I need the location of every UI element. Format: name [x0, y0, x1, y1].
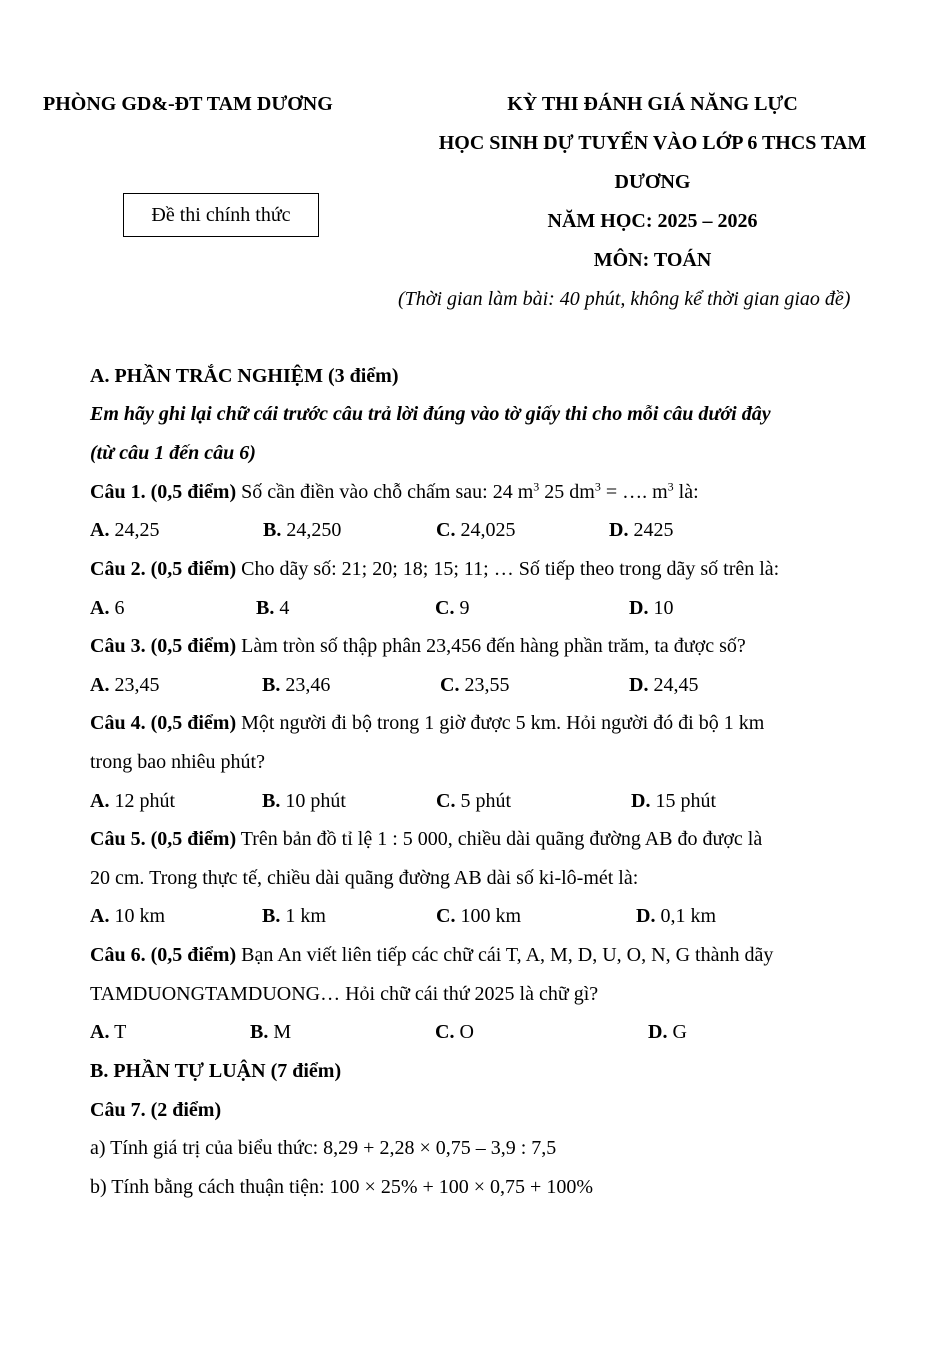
exam-subtitle: HỌC SINH DỰ TUYỂN VÀO LỚP 6 THCS TAM — [438, 132, 867, 154]
question-2: Câu 2. (0,5 điểm) Cho dãy số: 21; 20; 18; 15; 11; … Số tiếp theo trong dãy số trên là: — [90, 558, 780, 580]
q4-option-b: B. 10 phút — [262, 790, 346, 812]
official-label: Đề thi chính thức — [151, 203, 291, 226]
q1-option-d: D. 2425 — [609, 519, 674, 541]
question-1-label: Câu 1. (0,5 điểm) — [90, 481, 237, 503]
question-6-cont: TAMDUONGTAMDUONG… Hỏi chữ cái thứ 2025 là chữ gì? — [90, 983, 599, 1005]
school-year: NĂM HỌC: 2025 – 2026 — [547, 210, 758, 232]
q5-option-b: B. 1 km — [262, 905, 326, 927]
q6-option-c: C. O — [435, 1021, 474, 1043]
q1-option-c: C. 24,025 — [436, 519, 516, 541]
q2-option-a: A. 6 — [90, 597, 125, 619]
q1-option-a: A. 24,25 — [90, 519, 160, 541]
question-4-cont: trong bao nhiêu phút? — [90, 751, 265, 773]
q1-option-b: B. 24,250 — [263, 519, 342, 541]
question-7a: a) Tính giá trị của biểu thức: 8,29 + 2,28 × 0,75 – 3,9 : 7,5 — [90, 1137, 557, 1159]
question-2-label: Câu 2. (0,5 điểm) — [90, 558, 237, 580]
question-3: Câu 3. (0,5 điểm) Làm tròn số thập phân 23,456 đến hàng phần trăm, ta được số? — [90, 635, 746, 657]
exam-title: KỲ THI ĐÁNH GIÁ NĂNG LỰC — [507, 93, 798, 115]
question-3-label: Câu 3. (0,5 điểm) — [90, 635, 237, 657]
exam-subtitle-cont: DƯƠNG — [614, 171, 691, 193]
q3-option-a: A. 23,45 — [90, 674, 160, 696]
q3-option-b: B. 23,46 — [262, 674, 331, 696]
question-5-cont: 20 cm. Trong thực tế, chiều dài quãng đường AB dài số ki-lô-mét là: — [90, 867, 639, 889]
q5-option-c: C. 100 km — [436, 905, 522, 927]
q5-option-d: D. 0,1 km — [636, 905, 717, 927]
q4-option-a: A. 12 phút — [90, 790, 176, 812]
part-a-instruction: Em hãy ghi lại chữ cái trước câu trả lời đúng vào tờ giấy thi cho mỗi câu dưới đây — [90, 403, 771, 425]
q5-option-a: A. 10 km — [90, 905, 166, 927]
question-7-label: Câu 7. (2 điểm) — [90, 1099, 222, 1121]
q2-option-b: B. 4 — [256, 597, 290, 619]
part-a-instruction-range: (từ câu 1 đến câu 6) — [90, 442, 256, 464]
time-note: (Thời gian làm bài: 40 phút, không kể thời gian giao đề) — [398, 288, 851, 310]
question-1: Câu 1. (0,5 điểm) Số cần điền vào chỗ chấm sau: 24 $m^3$ 25 $dm^3$ = …. $m^3$ là: — [90, 479, 699, 503]
q4-option-d: D. 15 phút — [631, 790, 717, 812]
question-5-label: Câu 5. (0,5 điểm) — [90, 828, 237, 850]
question-4: Câu 4. (0,5 điểm) Một người đi bộ trong 1 giờ được 5 km. Hỏi người đó đi bộ 1 km — [90, 712, 765, 734]
part-b-title: B. PHẦN TỰ LUẬN (7 điểm) — [90, 1060, 342, 1082]
q3-option-c: C. 23,55 — [440, 674, 510, 696]
subject: MÔN: TOÁN — [593, 249, 712, 271]
official-stamp-box — [123, 193, 319, 237]
question-6: Câu 6. (0,5 điểm) Bạn An viết liên tiếp các chữ cái T, A, M, D, U, O, N, G thành dãy — [90, 944, 774, 966]
q4-option-c: C. 5 phút — [436, 790, 512, 812]
q6-option-a: A. T — [90, 1021, 127, 1043]
q6-option-d: D. G — [648, 1021, 687, 1043]
department-name: PHÒNG GD&-ĐT TAM DƯƠNG — [43, 93, 333, 115]
question-6-label: Câu 6. (0,5 điểm) — [90, 944, 237, 966]
question-5: Câu 5. (0,5 điểm) Trên bản đồ tỉ lệ 1 : 5 000, chiều dài quãng đường AB đo được là — [90, 828, 763, 850]
q6-option-b: B. M — [250, 1021, 292, 1043]
q2-option-c: C. 9 — [435, 597, 470, 619]
question-4-label: Câu 4. (0,5 điểm) — [90, 712, 237, 734]
q3-option-d: D. 24,45 — [629, 674, 699, 696]
question-7b: b) Tính bằng cách thuận tiện: 100 × 25% + 100 × 0,75 + 100% — [90, 1176, 593, 1198]
part-a-title: A. PHẦN TRẮC NGHIỆM (3 điểm) — [90, 365, 399, 387]
q2-option-d: D. 10 — [629, 597, 674, 619]
